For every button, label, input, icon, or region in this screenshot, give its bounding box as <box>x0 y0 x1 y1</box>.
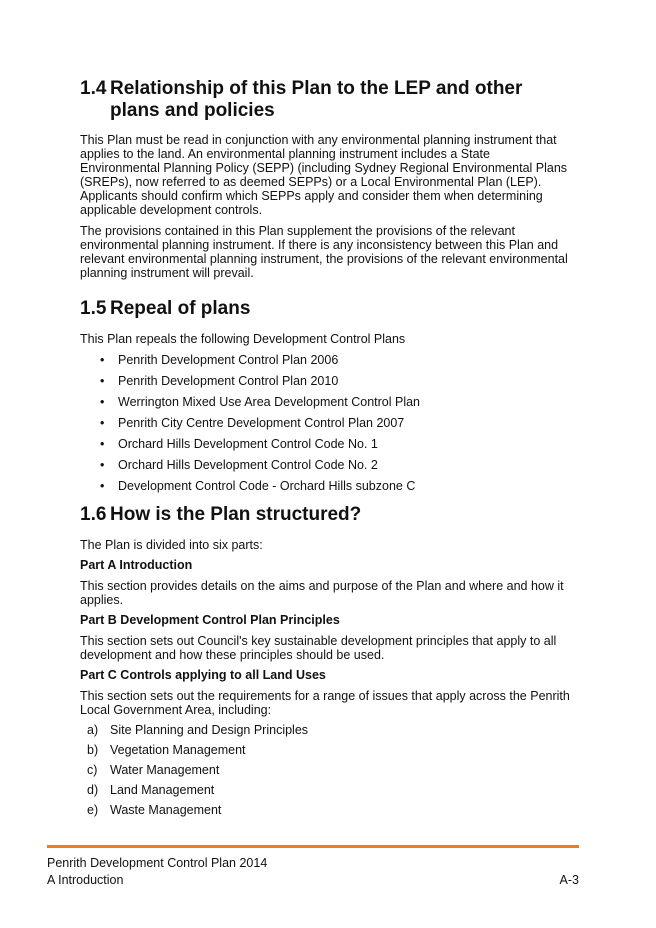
list-marker: a) <box>87 723 99 737</box>
list-marker: e) <box>87 803 99 817</box>
list-item: • Penrith City Centre Development Control Plan 2007 <box>80 416 570 430</box>
land-use-issues-list <box>80 723 570 817</box>
part-heading: Part B Development Control Plan Principles <box>80 613 340 627</box>
list-item-label: Site Planning and Design Principles <box>110 723 309 737</box>
paragraph: This Plan must be read in conjunction with any environmental planning instrument that applies to the land. An environmental planning instrument includes a State Environmental Planning Policy (SEPP) (including Sydney Regional Environmental Plans (SREPs), now referred to as deemed SEPPs) or a Local Environmental Plan (LEP). Applicants should confirm which SEPPs apply and consider them when determining applicable development controls. <box>80 133 568 217</box>
list-item: • Penrith Development Control Plan 2006 <box>80 353 570 367</box>
list-item: • Orchard Hills Development Control Code No. 2 <box>80 458 570 472</box>
list-item-label: Land Management <box>110 783 215 797</box>
paragraph: This section provides details on the aims and purpose of the Plan and where and how it applies. <box>80 579 564 607</box>
list-item: • Penrith Development Control Plan 2010 <box>80 374 570 388</box>
list-item <box>80 763 570 777</box>
footer-section: A Introduction <box>47 873 124 887</box>
section-heading-1-6 <box>80 504 570 526</box>
list-item <box>80 803 570 817</box>
paragraph: This section sets out the requirements for a range of issues that apply across the Penrith Local Government Area, including: <box>80 689 570 717</box>
list-item: • Development Control Code - Orchard Hills subzone C <box>80 479 570 493</box>
list-item <box>80 743 570 757</box>
section-heading-1-4 <box>80 78 570 122</box>
footer-doc-title: Penrith Development Control Plan 2014 <box>47 856 268 870</box>
part-heading: Part A Introduction <box>80 558 193 572</box>
list-item-label: Water Management <box>110 763 220 777</box>
page-content <box>80 78 570 817</box>
section-title: Repeal of plans <box>110 298 251 319</box>
section-heading-1-5 <box>80 298 570 320</box>
paragraph: This Plan repeals the following Development Control Plans <box>80 332 406 346</box>
paragraph: The provisions contained in this Plan supplement the provisions of the relevant environmental planning instrument. If there is any inconsistency between this Plan and relevant environmental planning instrument, the provisions of the relevant environmental planning instrument will prevail. <box>80 224 568 280</box>
list-item <box>80 723 570 737</box>
section-number: 1.4 <box>80 78 107 99</box>
list-item: • Orchard Hills Development Control Code No. 1 <box>80 437 570 451</box>
list-marker: c) <box>87 763 98 777</box>
footer-rule <box>47 845 579 848</box>
list-item: • Werrington Mixed Use Area Development Control Plan <box>80 395 570 409</box>
repealed-plans-list <box>80 353 570 493</box>
section-number: 1.5 <box>80 298 107 319</box>
list-item <box>80 783 570 797</box>
list-item-label: Waste Management <box>110 803 222 817</box>
footer-section-row <box>47 873 579 887</box>
list-item-label: Vegetation Management <box>110 743 246 757</box>
part-heading: Part C Controls applying to all Land Uses <box>80 668 326 682</box>
list-marker: b) <box>87 743 99 757</box>
paragraph: The Plan is divided into six parts: <box>80 538 263 552</box>
list-marker: d) <box>87 783 99 797</box>
section-title: Relationship of this Plan to the LEP and other plans and policies <box>110 78 523 121</box>
section-number: 1.6 <box>80 504 107 525</box>
page-number: A-3 <box>559 873 579 887</box>
section-title: How is the Plan structured? <box>110 504 362 525</box>
paragraph: This section sets out Council's key sustainable development principles that apply to all development and how these principles should be used. <box>80 634 557 662</box>
